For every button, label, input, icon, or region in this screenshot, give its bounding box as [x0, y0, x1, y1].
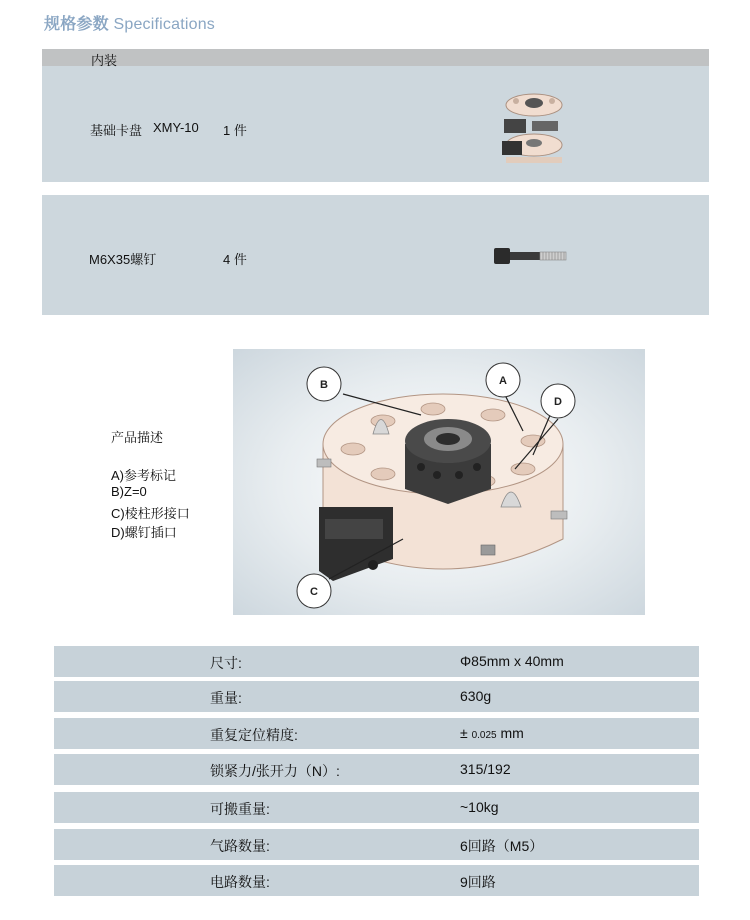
item-screw-name: M6X35螺钉 [89, 252, 157, 267]
spec-row-weight [54, 681, 699, 712]
spec-value: ~10kg [460, 799, 499, 815]
item-chuck-name: 基础卡盘 [90, 123, 143, 138]
spec-row-repeatability [54, 718, 699, 749]
chuck-thumbnail-image [492, 89, 574, 169]
item-chuck-model: XMY-10 [153, 120, 199, 135]
spec-row-force [54, 754, 699, 785]
spec-label: 重复定位精度: [210, 727, 298, 743]
spec-row-air-circuits [54, 829, 699, 860]
contents-block-chuck [42, 49, 709, 182]
description-item-b: B)Z=0 [111, 484, 147, 499]
spec-row-payload [54, 792, 699, 823]
spec-value-unit: mm [500, 725, 524, 741]
spec-label: 可搬重量: [210, 801, 270, 817]
spec-label: 电路数量: [210, 874, 270, 890]
spec-value: 6回路（M5） [460, 838, 544, 854]
section-title-en: Specifications [113, 16, 215, 33]
callout-label-a: A [499, 375, 507, 387]
spec-row-size [54, 646, 699, 677]
spec-value: 630g [460, 688, 492, 704]
description-item-c: C)棱柱形接口 [111, 506, 190, 521]
callout-label-c: C [310, 586, 318, 598]
section-title-cn: 规格参数 [44, 16, 109, 33]
contents-band-label: 内装 [91, 53, 118, 68]
spec-value [460, 725, 524, 741]
product-diagram [233, 349, 645, 615]
section-title [44, 11, 215, 34]
item-chuck-qty: 1 件 [223, 123, 247, 138]
spec-value-number: 0.025 [471, 730, 497, 741]
contents-block-screw [42, 195, 709, 315]
item-screw-qty: 4 件 [223, 252, 247, 267]
chuck-illustration [233, 349, 645, 615]
contents-band [42, 49, 709, 66]
spec-label: 重量: [210, 690, 242, 706]
description-item-a: A)参考标记 [111, 468, 177, 483]
spec-label: 尺寸: [210, 655, 242, 671]
callout-label-d: D [554, 396, 562, 408]
callout-label-b: B [320, 379, 328, 391]
description-item-d: D)螺钉插口 [111, 525, 177, 540]
screw-image [493, 246, 569, 266]
description-title: 产品描述 [111, 430, 164, 445]
spec-value: 315/192 [460, 761, 511, 777]
spec-label: 锁紧力/张开力（N）: [210, 763, 340, 779]
spec-value-prefix: ± [460, 725, 468, 741]
spec-value: Φ85mm x 40mm [460, 653, 564, 669]
spec-value: 9回路 [460, 874, 496, 890]
spec-row-electric-circuits [54, 865, 699, 896]
spec-label: 气路数量: [210, 838, 270, 854]
